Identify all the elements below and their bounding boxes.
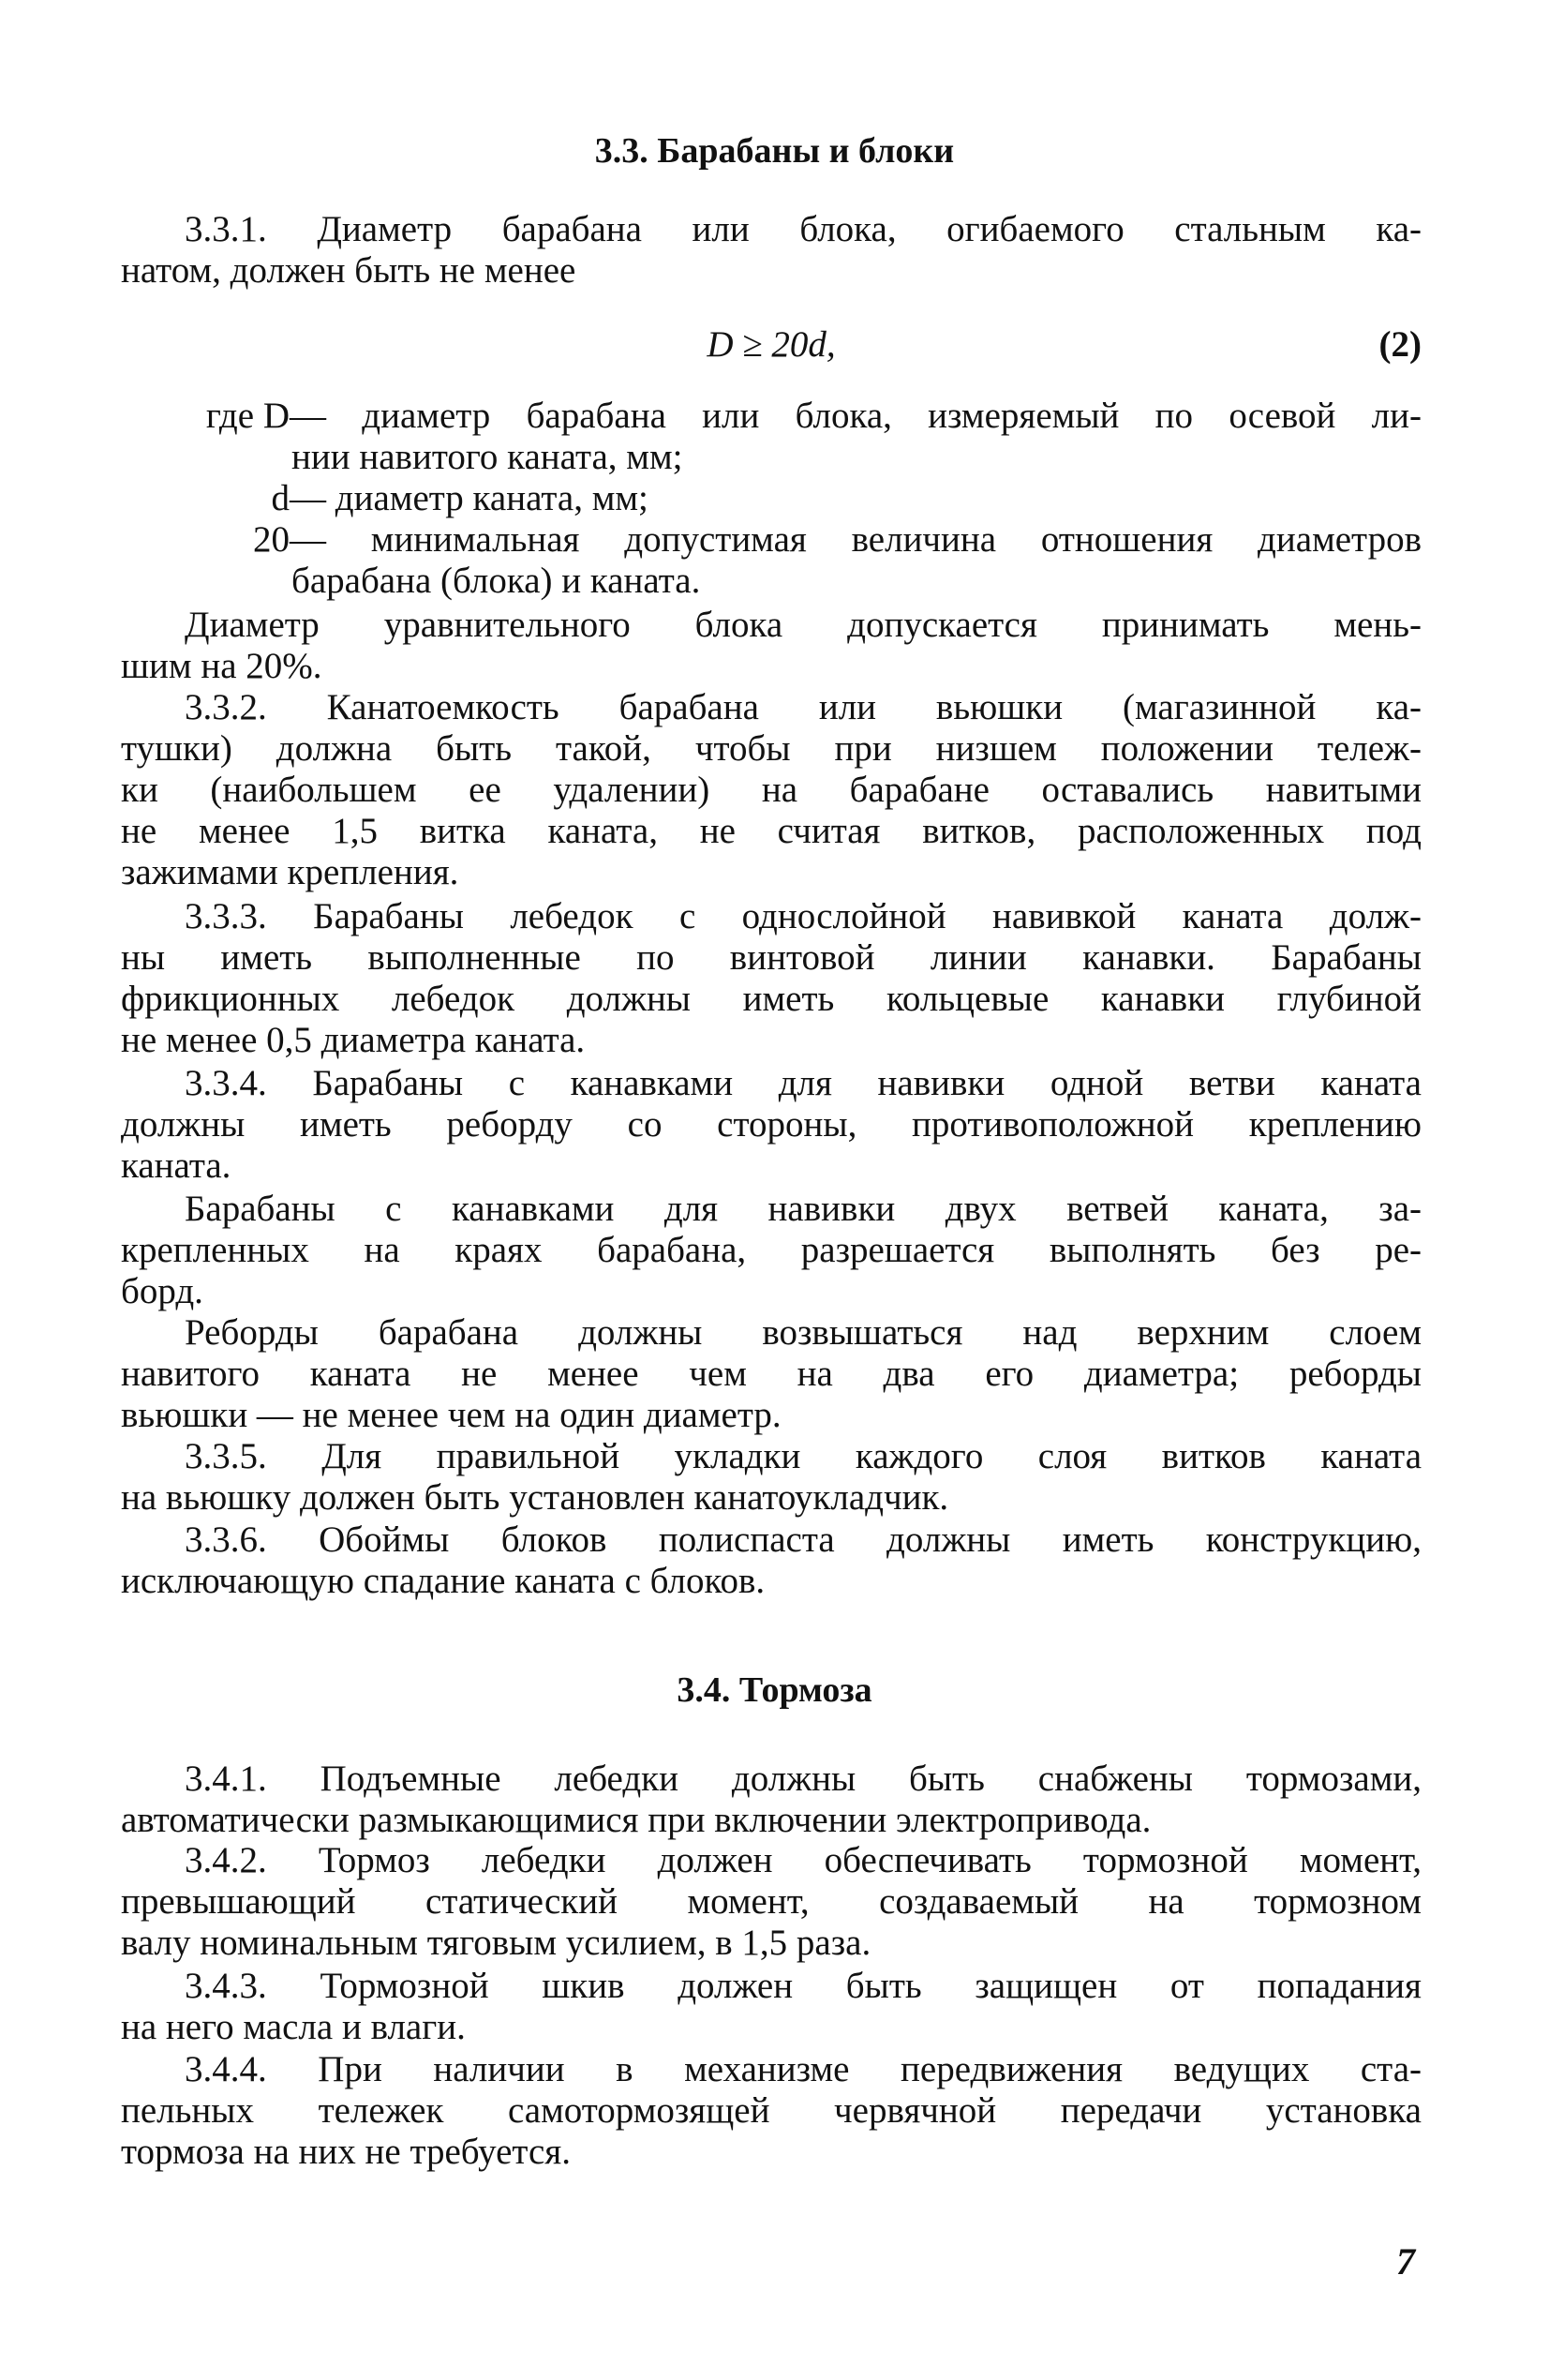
text-line: Барабаны с канавками для навивки двух ветвей каната, за-: [185, 1189, 1422, 1229]
paragraph-3-3-3: [121, 896, 1422, 1061]
definition-text: — минимальная допустимая величина отношения диаметров: [290, 519, 1422, 560]
definition-term: d: [271, 478, 290, 518]
text-line: 3.4.3. Тормозной шкив должен быть защищен от попадания: [185, 1966, 1422, 2006]
text-line: исключающую спадание каната с блоков.: [121, 1561, 766, 1601]
definition-row: [121, 478, 1422, 519]
definition-row: [121, 561, 1422, 602]
formula-2: [121, 324, 1422, 366]
definition-text: — диаметр каната, мм;: [290, 478, 648, 518]
paragraph-3-3-6: [121, 1519, 1422, 1602]
text-line: 3.3.4. Барабаны с канавками для навивки одной ветви каната: [185, 1063, 1422, 1103]
section-heading-3-4: 3.4. Тормоза: [677, 1670, 872, 1710]
where-definitions: [121, 396, 1422, 602]
text-line: превышающий статический момент, создаваемый на тормозном: [121, 1881, 1422, 1922]
text-line: валу номинальным тяговым усилием, в 1,5 раза.: [121, 1923, 871, 1963]
text-line: должны иметь реборду со стороны, противоположной креплению: [121, 1104, 1422, 1145]
text-line: шим на 20%.: [121, 646, 322, 686]
text-line: на вьюшку должен быть установлен канатоукладчик.: [121, 1477, 949, 1518]
definition-text: барабана (блока) и каната.: [291, 561, 701, 601]
paragraph-3-4-2: [121, 1840, 1422, 1964]
text-line: не менее 1,5 витка каната, не считая витков, расположенных под: [121, 811, 1422, 851]
text-line: каната.: [121, 1145, 231, 1186]
paragraph-two-branches: [121, 1189, 1422, 1312]
text-line: ки (наибольшем ее удалении) на барабане оставались навитыми: [121, 770, 1422, 810]
text-line: 3.3.1. Диаметр барабана или блока, огибаемого стальным ка-: [185, 209, 1422, 249]
definition-row: [121, 519, 1422, 561]
paragraph-3-3-2: [121, 687, 1422, 893]
paragraph-3-4-4: [121, 2049, 1422, 2173]
paragraph-flanges: [121, 1312, 1422, 1436]
definition-term: где D: [205, 396, 290, 436]
text-line: пельных тележек самотормозящей червячной передачи установка: [121, 2090, 1422, 2131]
text-line: 3.4.1. Подъемные лебедки должны быть снабжены тормозами,: [185, 1759, 1422, 1799]
text-line: вьюшки — не менее чем на один диаметр.: [121, 1395, 782, 1435]
text-line: тормоза на них не требуется.: [121, 2132, 571, 2172]
text-line: фрикционных лебедок должны иметь кольцевые канавки глубиной: [121, 979, 1422, 1019]
text-line: тушки) должна быть такой, чтобы при низшем положении тележ-: [121, 728, 1422, 769]
text-line: Реборды барабана должны возвышаться над верхним слоем: [185, 1312, 1422, 1353]
text-line: 3.3.6. Обоймы блоков полиспаста должны иметь конструкцию,: [185, 1519, 1422, 1560]
section-heading-3-3: 3.3. Барабаны и блоки: [594, 131, 955, 171]
paragraph-3-4-3: [121, 1966, 1422, 2048]
paragraph-3-3-5: [121, 1436, 1422, 1519]
text-line: борд.: [121, 1271, 203, 1311]
text-line: Диаметр уравнительного блока допускается принимать мень-: [185, 605, 1422, 645]
definition-term: 20: [253, 519, 290, 560]
definition-text: — диаметр барабана или блока, измеряемый по осевой ли-: [290, 396, 1422, 436]
paragraph-3-4-1: [121, 1759, 1422, 1841]
text-line: 3.3.5. Для правильной укладки каждого слоя витков каната: [185, 1436, 1422, 1476]
formula-number: (2): [1378, 324, 1422, 365]
definition-text: нии навитого каната, мм;: [291, 437, 683, 477]
text-line: навитого каната не менее чем на два его диаметра; реборды: [121, 1354, 1422, 1394]
text-line: ны иметь выполненные по винтовой линии канавки. Барабаны: [121, 937, 1422, 978]
text-line: натом, должен быть не менее: [121, 250, 576, 291]
formula-expression: D ≥ 20d,: [707, 324, 836, 365]
text-line: крепленных на краях барабана, разрешается выполнять без ре-: [121, 1230, 1422, 1270]
definition-row: [121, 396, 1422, 437]
definition-row: [121, 437, 1422, 478]
text-line: 3.3.3. Барабаны лебедок с однослойной навивкой каната долж-: [185, 896, 1422, 936]
text-line: не менее 0,5 диаметра каната.: [121, 1020, 586, 1060]
text-line: автоматически размыкающимися при включении электропривода.: [121, 1800, 1152, 1840]
text-line: 3.4.4. При наличии в механизме передвижения ведущих ста-: [185, 2049, 1422, 2089]
text-line: 3.3.2. Канатоемкость барабана или вьюшки (магазинной ка-: [185, 687, 1422, 727]
page-number: 7: [1396, 2240, 1415, 2283]
text-line: зажимами крепления.: [121, 852, 459, 892]
text-line: на него масла и влаги.: [121, 2007, 466, 2047]
paragraph-3-3-4: [121, 1063, 1422, 1187]
paragraph-3-3-1: [121, 209, 1422, 292]
text-line: 3.4.2. Тормоз лебедки должен обеспечивать тормозной момент,: [185, 1840, 1422, 1880]
paragraph-equalizer-block: [121, 605, 1422, 687]
